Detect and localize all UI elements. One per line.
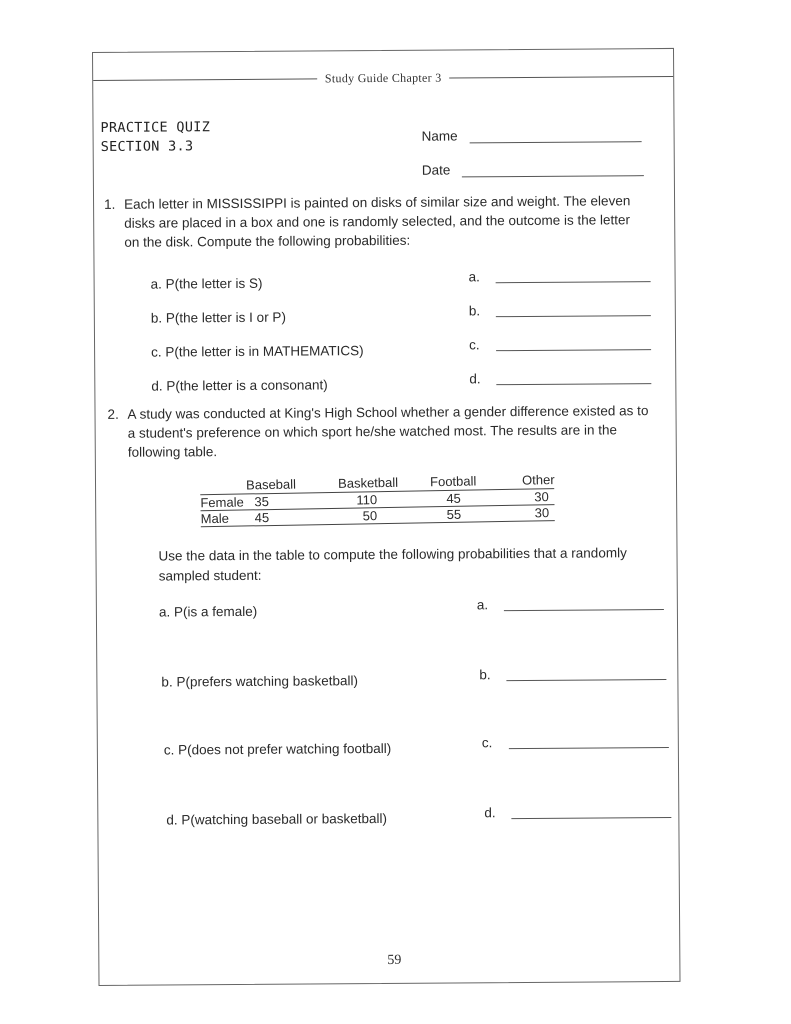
q1-item-c [151,337,651,360]
question-2-number: 2. [107,406,119,422]
page-number: 59 [387,952,402,968]
table-cell-male-football: 55 [446,506,462,522]
table-cell-male-other: 30 [534,505,550,521]
name-label: Name [421,128,458,144]
q1-item-c-label: c. P(the letter is in MATHEMATICS) [151,343,364,360]
q2-answer-b-letter: b. [479,667,491,683]
table-header-football: Football [429,473,477,490]
table-header-baseball: Baseball [245,476,297,493]
q2-item-d-label: d. P(watching baseball or basketball) [166,810,388,828]
table-cell-female-baseball: 35 [254,494,269,510]
table-cell-male-baseball: 45 [254,510,270,526]
q2-item-a [158,597,659,620]
q2-answer-c-blank[interactable] [509,747,669,749]
q2-item-a-label: a. P(is a female) [158,603,258,620]
running-header [93,67,673,89]
table-cell-female-football: 45 [446,490,461,506]
question-2-instruction [110,543,640,587]
table-row-male-label: Male [200,510,229,527]
q2-answer-a-letter: a. [476,597,489,613]
q2-answer-c-letter: c. [481,735,493,751]
question-2 [107,401,652,462]
q1-answer-c-blank[interactable] [496,349,651,351]
table-cell-male-basketball: 50 [362,508,378,524]
header-title: Study Guide Chapter 3 [324,70,442,85]
q2-answer-b-blank[interactable] [506,679,666,681]
table-header-basketball: Basketball [337,474,399,491]
table-cell-female-other: 30 [534,489,549,505]
q2-item-c-label: c. P(does not prefer watching football) [163,740,392,758]
worksheet-page [92,48,681,986]
q2-item-b [161,667,661,690]
table-cell-female-basketball: 110 [356,492,378,508]
q1-item-a-label: a. P(the letter is S) [150,275,263,292]
q1-answer-b-letter: b. [468,303,481,319]
question-1-number: 1. [104,196,116,212]
q1-answer-d-letter: d. [469,371,481,387]
quiz-title [100,118,210,157]
header-rule-right [449,75,673,78]
quiz-title-line-1: PRACTICE QUIZ [100,119,211,136]
q1-item-b [150,303,651,326]
q1-item-a [150,269,651,292]
question-1 [104,191,644,252]
date-blank[interactable] [462,175,644,177]
q1-answer-b-blank[interactable] [496,315,651,317]
name-field[interactable] [422,127,642,144]
q2-answer-a-blank[interactable] [504,609,664,611]
quiz-title-line-2: SECTION 3.3 [100,138,194,155]
table-header-other: Other [521,472,555,488]
q1-item-d [151,371,651,394]
q2-item-c [163,735,664,758]
q1-answer-c-letter: c. [469,337,480,353]
table-row-female-label: Female [200,494,244,511]
header-rule-left [93,78,317,81]
q2-answer-d-blank[interactable] [511,817,671,819]
question-2-text: A study was conducted at King's High School whether a gender difference existed as to a student's preference on which sport he/she watched most. The results are in the following table. [127,403,649,460]
name-blank[interactable] [469,141,641,143]
q1-answer-a-letter: a. [468,269,480,285]
sport-preference-table [200,472,555,540]
q2-answer-d-letter: d. [484,805,496,821]
q1-answer-a-blank[interactable] [496,281,651,283]
question-2-instruction-text: Use the data in the table to compute the following probabilities that a randomly sampled student: [158,545,627,584]
q1-answer-d-blank[interactable] [496,383,651,385]
q1-item-b-label: b. P(the letter is I or P) [150,309,286,326]
date-field[interactable] [422,161,644,178]
q1-item-d-label: d. P(the letter is a consonant) [151,377,328,394]
date-label: Date [421,162,451,178]
q2-item-b-label: b. P(prefers watching basketball) [161,673,359,690]
question-1-text: Each letter in MISSISSIPPI is painted on disks of similar size and weight. The eleven disks are placed in a box and one is randomly selected, and the outcome is the letter on the disk. Compute the following probabilities: [124,193,631,250]
q2-item-d [166,805,666,828]
